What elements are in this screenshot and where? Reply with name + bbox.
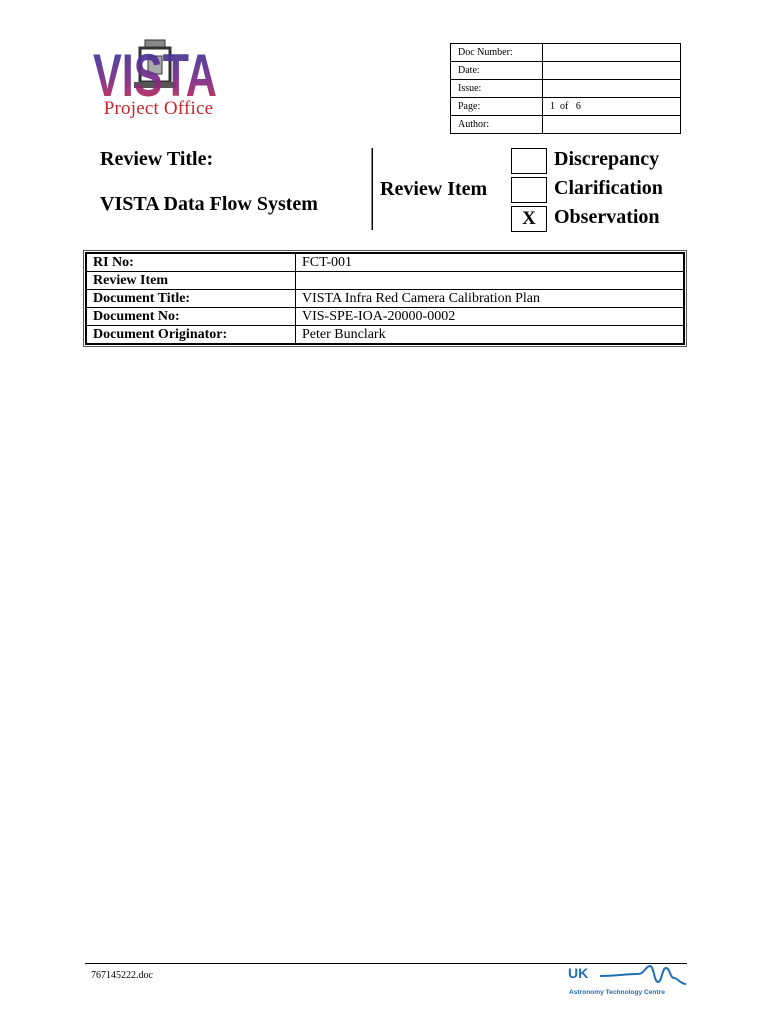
ri-value bbox=[296, 272, 685, 290]
table-row bbox=[86, 253, 684, 272]
doc-info-value bbox=[543, 44, 681, 62]
doc-info-row bbox=[451, 44, 681, 62]
doc-info-label: Issue: bbox=[451, 80, 543, 98]
discrepancy-label: Discrepancy bbox=[554, 148, 660, 170]
ri-value: VISTA Infra Red Camera Calibration Plan bbox=[296, 290, 685, 308]
discrepancy-checkbox[interactable] bbox=[511, 148, 547, 174]
table-row bbox=[86, 272, 684, 290]
doc-info-row bbox=[451, 98, 681, 116]
logo-subtitle: Project Office bbox=[103, 98, 214, 119]
review-item-label: Review Item bbox=[380, 178, 488, 200]
ri-value: FCT-001 bbox=[296, 253, 685, 272]
doc-info-value: 1 of 6 bbox=[543, 98, 681, 116]
table-row bbox=[86, 326, 684, 345]
vista-wordmark: VISTA bbox=[93, 42, 217, 100]
review-title-label: Review Title: bbox=[100, 148, 214, 170]
observation-checkbox[interactable]: X bbox=[511, 206, 547, 232]
ri-label: Document No: bbox=[86, 308, 296, 326]
atc-logo bbox=[566, 964, 688, 998]
doc-info-row bbox=[451, 62, 681, 80]
observation-label: Observation bbox=[554, 206, 660, 228]
doc-info-value bbox=[543, 62, 681, 80]
clarification-label: Clarification bbox=[554, 177, 663, 199]
doc-info-label: Doc Number: bbox=[451, 44, 543, 62]
doc-info-label: Author: bbox=[451, 116, 543, 134]
header-divider bbox=[371, 148, 373, 230]
review-item-table bbox=[85, 252, 685, 345]
atc-name: Astronomy Technology Centre bbox=[569, 989, 665, 996]
ri-label: Document Originator: bbox=[86, 326, 296, 345]
atc-uk: UK bbox=[568, 965, 589, 981]
vista-telescope-icon bbox=[90, 38, 220, 100]
vista-logo bbox=[90, 38, 220, 128]
table-row bbox=[86, 290, 684, 308]
table-row bbox=[86, 308, 684, 326]
ri-value: VIS-SPE-IOA-20000-0002 bbox=[296, 308, 685, 326]
doc-info-row bbox=[451, 80, 681, 98]
ri-label: RI No: bbox=[86, 253, 296, 272]
ri-value: Peter Bunclark bbox=[296, 326, 685, 345]
ri-label: Document Title: bbox=[86, 290, 296, 308]
atc-wave-icon bbox=[566, 964, 688, 998]
review-title-value: VISTA Data Flow System bbox=[100, 193, 318, 215]
clarification-checkbox[interactable] bbox=[511, 177, 547, 203]
ri-label: Review Item bbox=[86, 272, 296, 290]
doc-info-label: Page: bbox=[451, 98, 543, 116]
doc-info-row bbox=[451, 116, 681, 134]
doc-info-table bbox=[450, 43, 681, 134]
doc-info-value bbox=[543, 116, 681, 134]
footer-filename: 767145222.doc bbox=[91, 970, 153, 981]
doc-info-value bbox=[543, 80, 681, 98]
doc-info-label: Date: bbox=[451, 62, 543, 80]
